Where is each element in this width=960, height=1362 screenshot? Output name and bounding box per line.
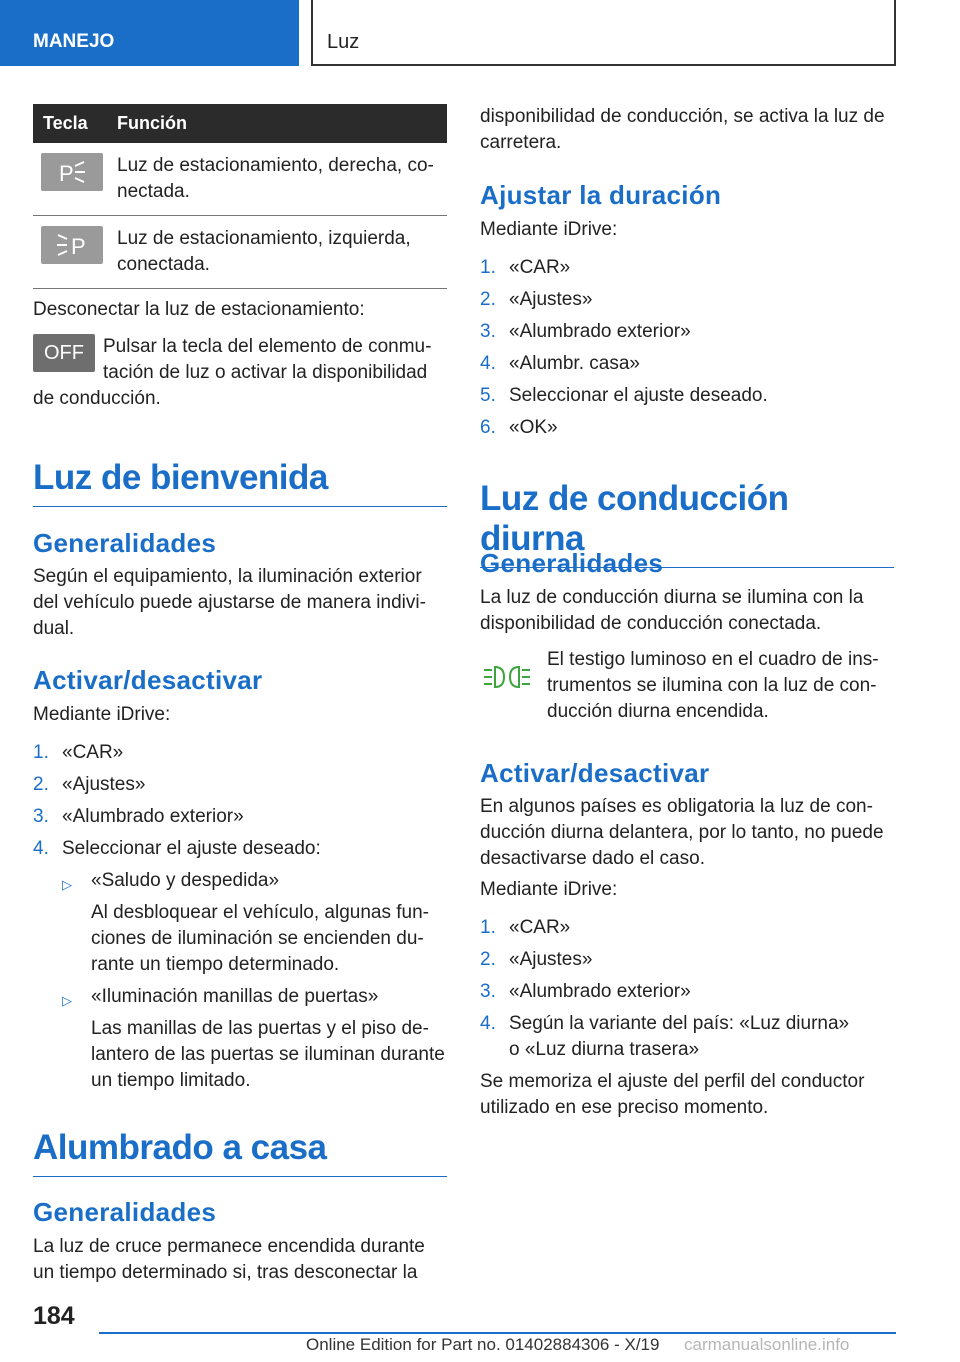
parking-off-intro: Desconectar la luz de estacionamiento:	[33, 299, 365, 320]
daytime-activate-text: En algunos países es obligatoria la luz de con-ducción diurna delantera, por lo tanto, no puede desactivarse dado el caso.	[480, 796, 884, 869]
parking-light-key-table	[33, 104, 447, 289]
daytime-indicator-text: El testigo luminoso en el cuadro de ins-trumentos se ilumina con la luz de con-ducción diurna encendida.	[547, 649, 879, 722]
list-item: 4. «Alumbr. casa»	[480, 353, 640, 374]
row-function-text: Luz de estacionamiento, izquierda, conectada.	[117, 216, 447, 289]
list-item: 3. «Alumbrado exterior»	[480, 321, 691, 342]
list-item: 1. «CAR»	[480, 257, 571, 278]
off-key-icon: OFF	[33, 334, 95, 372]
home-steps	[480, 255, 894, 447]
daytime-light-indicator-icon	[480, 663, 534, 693]
daytime-note: Se memoriza el ajuste del perfil del conductor utilizado en ese preciso momento.	[480, 1071, 865, 1118]
page-number: 184	[33, 1302, 75, 1330]
welcome-steps	[33, 740, 447, 1100]
parking-off-block	[33, 334, 447, 412]
section-tab: MANEJO	[0, 0, 299, 66]
daytime-indicator-block	[480, 647, 894, 725]
welcome-activate-heading: Activar/desactivar	[33, 665, 263, 695]
chapter-tab: Luz	[311, 0, 896, 66]
list-item: 6. «OK»	[480, 417, 558, 438]
list-item: 1. «CAR»	[480, 917, 571, 938]
svg-text:P: P	[71, 234, 86, 259]
footer-rule	[99, 1332, 896, 1334]
row-function-text: Luz de estacionamiento, derecha, co-nectada.	[117, 143, 447, 216]
daytime-general-heading: Generalidades	[480, 548, 664, 578]
parking-light-right-icon	[41, 153, 103, 191]
table-row	[33, 216, 447, 289]
list-item: 2. «Ajustes»	[480, 289, 593, 310]
list-item: 1. «CAR»	[33, 742, 124, 763]
parking-light-left-icon	[41, 226, 103, 264]
daytime-activate-intro: Mediante iDrive:	[480, 879, 618, 900]
home-duration-intro: Mediante iDrive:	[480, 219, 618, 240]
table-header-function: Función	[117, 104, 447, 143]
page-header	[0, 0, 960, 66]
home-general-text: La luz de cruce permanece encendida durante un tiempo determinado si, tras desconectar la	[33, 1236, 425, 1283]
welcome-options	[62, 868, 447, 1094]
daytime-title: Luz de conducción diurna	[480, 479, 894, 568]
daytime-activate-heading: Activar/desactivar	[480, 758, 710, 788]
edition-text: Online Edition for Part no. 01402884306 - X/19	[306, 1335, 660, 1354]
option-item: ▷ «Saludo y despedida» Al desbloquear el vehículo, algunas fun-ciones de iluminación se encienden du-rante un tiempo determinado.	[62, 870, 430, 975]
table-header-key: Tecla	[33, 104, 117, 143]
list-item: 4. Según la variante del país: «Luz diurna» o «Luz diurna trasera»	[480, 1013, 850, 1060]
home-duration-heading: Ajustar la duración	[480, 180, 722, 210]
welcome-activate-intro: Mediante iDrive:	[33, 704, 171, 725]
home-title: Alumbrado a casa	[33, 1128, 447, 1177]
welcome-title: Luz de bienvenida	[33, 458, 447, 507]
triangle-bullet-icon: ▷	[62, 993, 72, 1008]
parking-off-text: Pulsar la tecla del elemento de conmu-tación de luz o activar la disponibilidad de conducción.	[33, 336, 432, 409]
welcome-general-heading: Generalidades	[33, 528, 217, 558]
table-row	[33, 143, 447, 216]
option-item: ▷ «Iluminación manillas de puertas» Las manillas de las puertas y el piso de-lantero de las puertas se iluminan durante un tiempo limitado.	[62, 986, 445, 1091]
list-item: 3. «Alumbrado exterior»	[480, 981, 691, 1002]
triangle-bullet-icon: ▷	[62, 877, 72, 892]
daytime-general-text: La luz de conducción diurna se ilumina con la disponibilidad de conducción conectada.	[480, 587, 864, 634]
list-item: 3. «Alumbrado exterior»	[33, 806, 244, 827]
daytime-steps	[480, 915, 894, 1069]
svg-text:P: P	[59, 161, 74, 186]
list-item: 2. «Ajustes»	[33, 774, 146, 795]
welcome-general-text: Según el equipamiento, la iluminación exterior del vehículo puede ajustarse de manera indivi-dual.	[33, 566, 426, 639]
watermark-text: carmanualsonline.info	[684, 1335, 850, 1354]
list-item: 4. Seleccionar el ajuste deseado: ▷ «Saludo y despedida» Al desbloquear el vehículo, algunas fun-ciones de iluminación se encienden du-rante un tiempo determinado. ▷ «Iluminación manillas de puertas» Las manillas de las puertas y el piso de-lantero de las puertas se iluminan durante un tiempo limitado.	[33, 836, 447, 1094]
home-general-heading: Generalidades	[33, 1197, 217, 1227]
home-general-text-cont: disponibilidad de conducción, se activa la luz de carretera.	[480, 106, 885, 153]
list-item: 2. «Ajustes»	[480, 949, 593, 970]
list-item: 5. Seleccionar el ajuste deseado.	[480, 385, 768, 406]
